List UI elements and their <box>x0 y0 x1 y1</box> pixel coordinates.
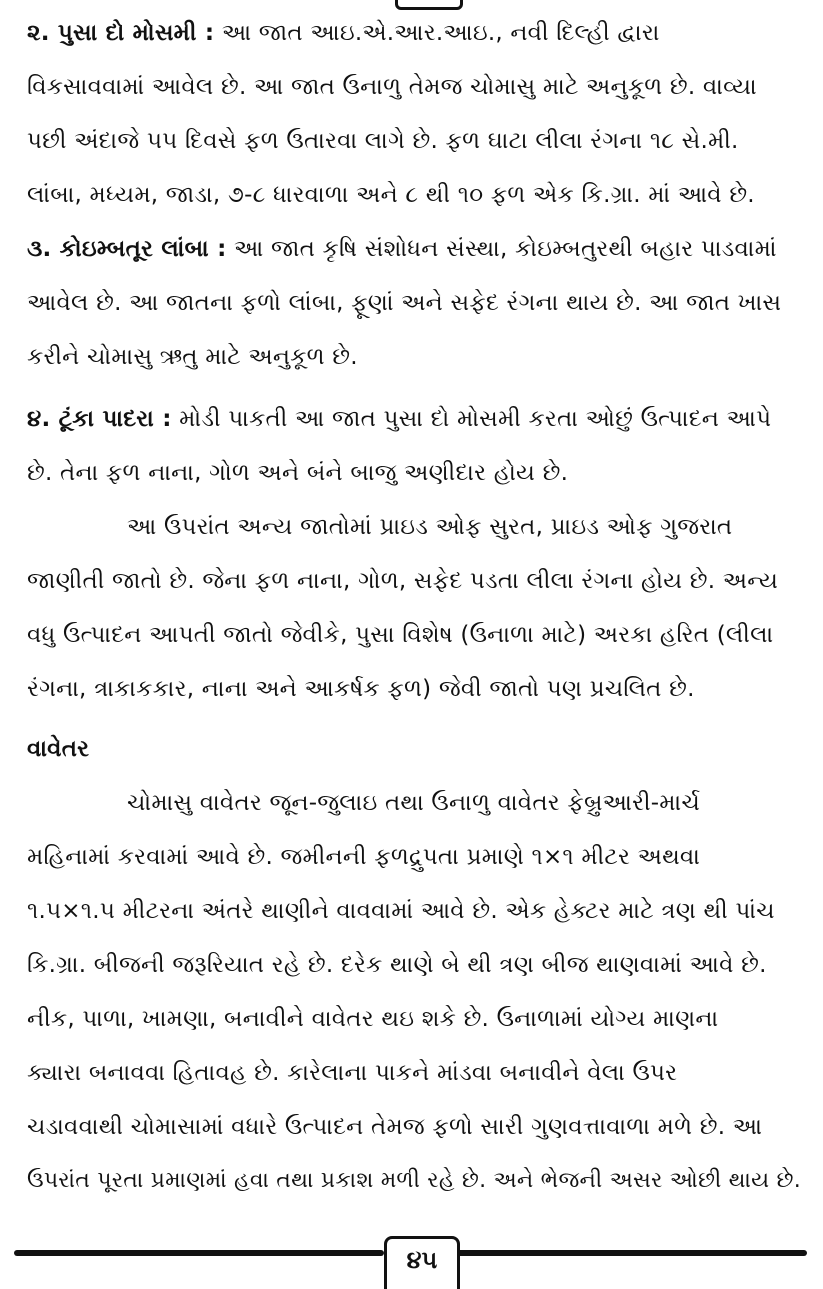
text-line <box>27 404 802 434</box>
text-line <box>27 234 802 264</box>
line-text: આ જાત આઇ.એ.આર.આઇ., નવી દિલ્હી દ્વારા <box>214 20 660 46</box>
text-line <box>27 788 802 818</box>
line-text: કરીને ચોમાસુ ઋતુ માટે અનુકૂળ છે. <box>27 344 358 370</box>
line-text: જાણીતી જાતો છે. જેના ફળ નાના, ગોળ, સફેદ પડતા લીલા રંગના હોય છે. અન્ય <box>27 568 779 594</box>
line-text: વધુ ઉત્પાદન આપતી જાતો જેવીકે, પુસા વિશેષ (ઉનાળા માટે) અરકા હરિત (લીલા <box>27 622 774 648</box>
line-text: વિકસાવવામાં આવેલ છે. આ જાત ઉનાળુ તેમજ ચોમાસુ માટે અનુકૂળ છે. વાવ્યા <box>27 74 757 100</box>
section-heading-text: વાવેતર <box>27 736 90 762</box>
footer-rule-left <box>14 1250 384 1256</box>
top-tab-decoration <box>395 0 463 10</box>
line-text: આવેલ છે. આ જાતના ફળો લાંબા, ફૂણાં અને સફેદ રંગના થાય છે. આ જાત ખાસ <box>27 290 782 316</box>
text-line <box>27 674 802 704</box>
line-text: લાંબા, મધ્યમ, જાડા, ૭-૮ ધારવાળા અને ૮ થી ૧૦ ફળ એક કિ.ગ્રા. માં આવે છે. <box>27 182 755 208</box>
text-line <box>27 18 802 48</box>
line-text: આ જાત કૃષિ સંશોધન સંસ્થા, કોઇમ્બતુરથી બહાર પાડવામાં <box>226 236 777 262</box>
line-text: છે. તેના ફળ નાના, ગોળ અને બંને બાજુ અણીદાર હોય છે. <box>27 460 569 486</box>
text-line <box>27 620 802 650</box>
line-text: ૧.૫×૧.૫ મીટરના અંતરે થાણીને વાવવામાં આવે છે. એક હેક્ટર માટે ત્રણ થી પાંચ <box>27 898 775 924</box>
section-heading <box>27 734 802 764</box>
text-line <box>27 458 802 488</box>
text-line <box>27 180 802 210</box>
text-line <box>27 950 802 980</box>
line-text: મહિનામાં કરવામાં આવે છે. જમીનની ફળદ્રુપતા પ્રમાણે ૧×૧ મીટર અથવા <box>27 844 701 870</box>
variety-heading: ૪. ટૂંકા પાદરા : <box>27 406 172 432</box>
line-text: આ ઉપરાંત અન્ય જાતોમાં પ્રાઇડ ઓફ સુરત, પ્રાઇડ ઓફ ગુજરાત <box>127 514 733 540</box>
line-text: પછી અંદાજે ૫૫ દિવસે ફળ ઉતારવા લાગે છે. ફળ ઘાટા લીલા રંગના ૧૮ સે.મી. <box>27 128 739 154</box>
line-text: ઉપરાંત પૂરતા પ્રમાણમાં હવા તથા પ્રકાશ મળી રહે છે. અને ભેજની અસર ઓછી થાય છે. <box>27 1168 801 1193</box>
line-text: રંગના, ત્રાકાકકાર, નાના અને આકર્ષક ફળ) જેવી જાતો પણ પ્રચલિત છે. <box>27 676 695 702</box>
text-line <box>27 896 802 926</box>
text-line <box>27 288 802 318</box>
variety-heading: ૨. પુસા દો મોસમી : <box>27 20 215 46</box>
text-line <box>27 72 802 102</box>
line-text: મોડી પાકતી આ જાત પુસા દો મોસમી કરતા ઓછું ઉત્પાદન આપે <box>171 406 772 432</box>
text-line <box>27 342 802 372</box>
page-number: ૪૫ <box>384 1236 460 1289</box>
line-text: કિ.ગ્રા. બીજની જરૂરિયાત રહે છે. દરેક થાણે બે થી ત્રણ બીજ થાણવામાં આવે છે. <box>27 952 767 978</box>
variety-heading: ૩. કોઇમ્બતૂર લાંબા : <box>27 236 227 262</box>
text-line <box>27 512 802 542</box>
text-line <box>27 126 802 156</box>
text-line <box>27 1166 802 1196</box>
line-text: ચડાવવાથી ચોમાસામાં વધારે ઉત્પાદન તેમજ ફળો સારી ગુણવત્તાવાળા મળે છે. આ <box>27 1114 763 1140</box>
text-line <box>27 1112 802 1142</box>
text-line <box>27 566 802 596</box>
text-line <box>27 1058 802 1088</box>
line-text: ક્યારા બનાવવા હિતાવહ છે. કારેલાના પાકને માંડવા બનાવીને વેલા ઉપર <box>27 1060 678 1086</box>
line-text: ચોમાસુ વાવેતર જૂન-જુલાઇ તથા ઉનાળુ વાવેતર ફેબ્રુઆરી-માર્ચ <box>127 790 700 816</box>
text-line <box>27 842 802 872</box>
text-line <box>27 1004 802 1034</box>
footer-rule-right <box>455 1250 807 1256</box>
line-text: નીક, પાળા, ખામણા, બનાવીને વાવેતર થઇ શકે છે. ઉનાળામાં યોગ્ય માણના <box>27 1006 719 1032</box>
